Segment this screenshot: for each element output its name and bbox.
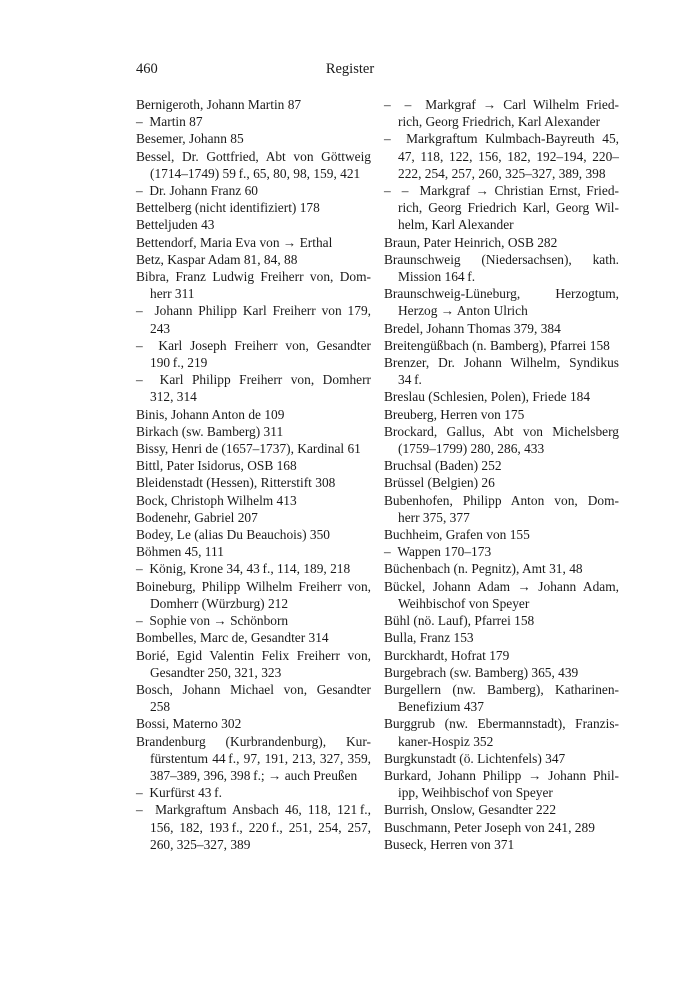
index-entry: – Karl Philipp Freiherr von, Domherr bbox=[136, 372, 371, 388]
index-entry: Betteljuden 43 bbox=[136, 217, 215, 233]
index-entry-continuation: herr 375, 377 bbox=[398, 509, 470, 525]
index-entry: Bodenehr, Gabriel 207 bbox=[136, 509, 258, 525]
index-entry: Birkach (sw. Bamberg) 311 bbox=[136, 423, 284, 439]
index-entry: Bosch, Johann Michael von, Gesandter bbox=[136, 681, 371, 697]
index-entry-continuation: 387–389, 396, 398 f.; → auch Preußen bbox=[150, 767, 358, 783]
index-entry: Betz, Kaspar Adam 81, 84, 88 bbox=[136, 251, 298, 267]
index-entry: Boineburg, Philipp Wilhelm Freiherr von, bbox=[136, 578, 371, 594]
index-entry: Brandenburg (Kurbrandenburg), Kur- bbox=[136, 733, 371, 749]
index-entry-continuation: Benefizium 437 bbox=[398, 699, 484, 715]
index-entry: Braun, Pater Heinrich, OSB 282 bbox=[384, 234, 558, 250]
index-entry: Binis, Johann Anton de 109 bbox=[136, 406, 285, 422]
index-entry: Brockard, Gallus, Abt von Michelsberg bbox=[384, 423, 619, 439]
index-entry: Bessel, Dr. Gottfried, Abt von Göttweig bbox=[136, 148, 371, 164]
index-entry: Bossi, Materno 302 bbox=[136, 716, 242, 732]
index-entry: Buschmann, Peter Joseph von 241, 289 bbox=[384, 819, 595, 835]
index-entry: Bleidenstadt (Hessen), Ritterstift 308 bbox=[136, 475, 336, 491]
index-entry: Bredel, Johann Thomas 379, 384 bbox=[384, 320, 561, 336]
index-entry: – Kurfürst 43 f. bbox=[136, 785, 222, 801]
index-entry: Besemer, Johann 85 bbox=[136, 131, 244, 147]
index-entry-continuation: kaner-Hospiz 352 bbox=[398, 733, 494, 749]
index-entry: Burrish, Onslow, Gesandter 222 bbox=[384, 802, 557, 818]
index-entry: Büchenbach (n. Pegnitz), Amt 31, 48 bbox=[384, 561, 583, 577]
index-entry: – Johann Philipp Karl Freiherr von 179, bbox=[136, 303, 371, 319]
index-entry: – Wappen 170–173 bbox=[384, 544, 492, 560]
index-entry: Bühl (nö. Lauf), Pfarrei 158 bbox=[384, 613, 535, 629]
index-entry: – König, Krone 34, 43 f., 114, 189, 218 bbox=[136, 561, 351, 577]
index-entry: Burkard, Johann Philipp → Johann Phil- bbox=[384, 767, 619, 783]
index-entry: Bodey, Le (alias Du Beauchois) 350 bbox=[136, 527, 330, 543]
index-entry-continuation: Gesandter 250, 321, 323 bbox=[150, 664, 282, 680]
index-entry-continuation: 47, 118, 122, 156, 182, 192–194, 220– bbox=[398, 148, 619, 164]
index-entry-continuation: rich, Georg Friedrich, Karl Alexander bbox=[398, 114, 601, 130]
index-entry-continuation: Domherr (Würzburg) 212 bbox=[150, 595, 289, 611]
index-entry: – Markgraftum Kulmbach-Bayreuth 45, bbox=[384, 131, 619, 147]
index-entry: Bock, Christoph Wilhelm 413 bbox=[136, 492, 297, 508]
index-entry: Breslau (Schlesien, Polen), Friede 184 bbox=[384, 389, 591, 405]
index-entry: Brüssel (Belgien) 26 bbox=[384, 475, 495, 491]
index-entry: Bubenhofen, Philipp Anton von, Dom- bbox=[384, 492, 619, 508]
index-entry: Buchheim, Grafen von 155 bbox=[384, 527, 530, 543]
index-entry-continuation: Mission 164 f. bbox=[398, 269, 476, 285]
index-entry-continuation: 258 bbox=[150, 699, 171, 715]
index-entry: – Martin 87 bbox=[136, 114, 203, 130]
index-entry: Breuberg, Herren von 175 bbox=[384, 406, 525, 422]
index-entry: Bibra, Franz Ludwig Freiherr von, Dom- bbox=[136, 269, 371, 285]
index-entry-continuation: rich, Georg Friedrich Karl, Georg Wil- bbox=[398, 200, 619, 216]
index-entry: Bombelles, Marc de, Gesandter 314 bbox=[136, 630, 329, 646]
page-number: 460 bbox=[136, 61, 158, 77]
running-head-title: Register bbox=[325, 61, 375, 77]
index-entry-continuation: 34 f. bbox=[398, 372, 422, 388]
index-entry-continuation: 312, 314 bbox=[150, 389, 197, 405]
index-entry: – Sophie von → Schönborn bbox=[136, 613, 289, 629]
index-entry: Brenzer, Dr. Johann Wilhelm, Syndikus bbox=[384, 355, 619, 371]
index-entry: Bruchsal (Baden) 252 bbox=[384, 458, 502, 474]
index-entry: Bettelberg (nicht identifiziert) 178 bbox=[136, 200, 320, 216]
index-entry: Borié, Egid Valentin Felix Freiherr von, bbox=[136, 647, 371, 663]
index-entry-continuation: 243 bbox=[150, 320, 171, 336]
index-entry-continuation: Weihbischof von Speyer bbox=[398, 595, 530, 611]
index-entry: Burgebrach (sw. Bamberg) 365, 439 bbox=[384, 664, 579, 680]
index-entry: Buseck, Herren von 371 bbox=[384, 836, 515, 852]
index-entry-continuation: (1714–1749) 59 f., 65, 80, 98, 159, 421 bbox=[150, 165, 361, 181]
index-entry: – – Markgraf → Carl Wilhelm Fried- bbox=[384, 97, 619, 112]
index-entry: Böhmen 45, 111 bbox=[136, 544, 224, 560]
index-entry: Bettendorf, Maria Eva von → Erthal bbox=[136, 234, 333, 250]
index-entry-continuation: 190 f., 219 bbox=[150, 355, 208, 371]
index-entry-continuation: 222, 254, 257, 260, 325–327, 389, 398 bbox=[398, 165, 606, 181]
index-entry-continuation: Herzog → Anton Ulrich bbox=[398, 303, 528, 319]
index-entry: Burggrub (nw. Ebermannstadt), Franzis- bbox=[384, 716, 619, 732]
index-entry: Bissy, Henri de (1657–1737), Kardinal 61 bbox=[136, 441, 361, 457]
index-entry-continuation: helm, Karl Alexander bbox=[398, 217, 514, 233]
index-entry: – Markgraftum Ansbach 46, 118, 121 f., bbox=[136, 802, 371, 818]
index-entry-continuation: 260, 325–327, 389 bbox=[150, 836, 251, 852]
index-entry: Braunschweig (Niedersachsen), kath. bbox=[384, 251, 619, 267]
index-entry: Bulla, Franz 153 bbox=[384, 630, 474, 646]
index-entry: Bernigeroth, Johann Martin 87 bbox=[136, 97, 302, 112]
index-entry: Breitengüßbach (n. Bamberg), Pfarrei 158 bbox=[384, 337, 610, 353]
index-entry: Burgellern (nw. Bamberg), Katharinen- bbox=[384, 681, 619, 697]
index-entry: Burgkunstadt (ö. Lichtenfels) 347 bbox=[384, 750, 566, 766]
index-entry: – Dr. Johann Franz 60 bbox=[136, 183, 258, 199]
index-column-left bbox=[136, 96, 371, 853]
index-entry-continuation: (1759–1799) 280, 286, 433 bbox=[398, 441, 545, 457]
index-entry-continuation: herr 311 bbox=[150, 286, 195, 302]
index-entry: Braunschweig-Lüneburg, Herzogtum, bbox=[384, 286, 619, 302]
index-entry: Bückel, Johann Adam → Johann Adam, bbox=[384, 578, 619, 594]
index-column-right bbox=[384, 96, 619, 853]
index-entry: Bittl, Pater Isidorus, OSB 168 bbox=[136, 458, 297, 474]
index-entry-continuation: 156, 182, 193 f., 220 f., 251, 254, 257, bbox=[150, 819, 371, 835]
index-entry: – Karl Joseph Freiherr von, Gesandter bbox=[136, 337, 371, 353]
index-entry-continuation: ipp, Weihbischof von Speyer bbox=[398, 785, 553, 801]
index-entry: – – Markgraf → Christian Ernst, Fried- bbox=[384, 183, 619, 199]
index-entry: Burckhardt, Hofrat 179 bbox=[384, 647, 510, 663]
index-entry-continuation: fürstentum 44 f., 97, 191, 213, 327, 359, bbox=[150, 750, 371, 766]
